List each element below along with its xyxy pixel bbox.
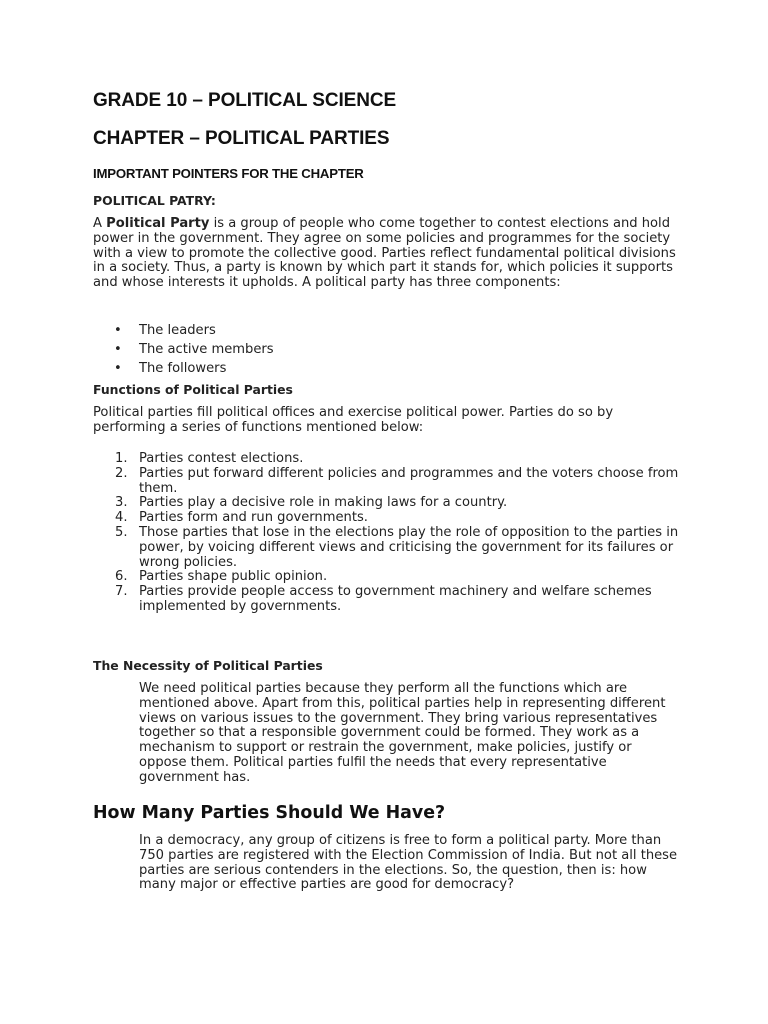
item-text: Parties contest elections. [139,451,304,466]
definition-text: is a group of people who come together to contest elections and hold power in the government. They agree on some policies and programmes for the society with a view to promote the collective good. Parties reflect fundamental political divisions in a society. Thus, a party is known by which part it stands for, which policies it supports and whose interests it upholds. A political party has three components: [93,216,676,291]
component-text: The active members [139,342,274,357]
item-text: Those parties that lose in the elections play the role of opposition to the parties in power, by voicing different views and criticising the government for its failures or wrong policies. [139,524,679,570]
document-title: GRADE 10 – POLITICAL SCIENCE [93,90,397,111]
how-many-paragraph: In a democracy, any group of citizens is free to form a political party. More than 750 parties are registered with the Election Commission of India. But not all these parties are serious contenders in the elections. So, the question, then is: how many major or effective parties are good for democracy? [139,833,678,893]
necessity-paragraph: We need political parties because they perform all the functions which are mentioned above. Apart from this, political parties help in representing different views on various issues to the government. They bring various representatives together so that a responsible government could be formed. They work as a mechanism to support or restrain the government, make policies, justify or oppose them. Political parties fulfil the needs that every representative government has. [139,681,666,785]
necessity-heading: The Necessity of Political Parties [93,658,323,673]
item-text: Parties form and run governments. [139,510,368,526]
pointers-heading: IMPORTANT POINTERS FOR THE CHAPTER [93,166,364,181]
definition-paragraph [93,217,683,291]
definition-term: Political Party [106,216,210,231]
item-text: Parties play a decisive role in making laws for a country. [139,495,508,511]
item-text: Parties shape public opinion. [139,569,328,585]
definition-prefix: A [93,216,107,231]
functions-intro: Political parties fill political offices and exercise political power. Parties do so by performing a series of functions mentioned below: [93,405,614,435]
item-number: 5. [115,524,128,540]
item-number: 3. [115,495,128,511]
components-list [93,323,683,380]
list-item [93,511,683,526]
bullet-icon: • [114,323,122,338]
item-number: 1. [115,451,128,466]
item-number: 4. [115,510,128,526]
how-many-heading: How Many Parties Should We Have? [93,803,446,823]
item-number: 6. [115,569,128,585]
component-text: The followers [139,361,227,376]
list-item [93,452,683,467]
functions-heading: Functions of Political Parties [93,382,293,397]
list-item [93,585,683,615]
component-text: The leaders [139,323,216,338]
list-item [93,323,683,342]
bullet-icon: • [114,361,122,376]
list-item [93,496,683,511]
chapter-title: CHAPTER – POLITICAL PARTIES [93,128,390,149]
bullet-icon: • [114,342,122,357]
item-text: Parties provide people access to government machinery and welfare schemes implemented by governments. [139,584,652,614]
functions-list [93,452,683,615]
item-number: 7. [115,584,128,600]
definition-label: POLITICAL PATRY: [93,193,216,208]
list-item [93,361,683,380]
list-item [93,342,683,361]
item-text: Parties put forward different policies and programmes and the voters choose from them. [139,465,679,496]
list-item [93,570,683,585]
item-number: 2. [115,465,128,481]
list-item [93,467,683,497]
list-item [93,526,683,570]
